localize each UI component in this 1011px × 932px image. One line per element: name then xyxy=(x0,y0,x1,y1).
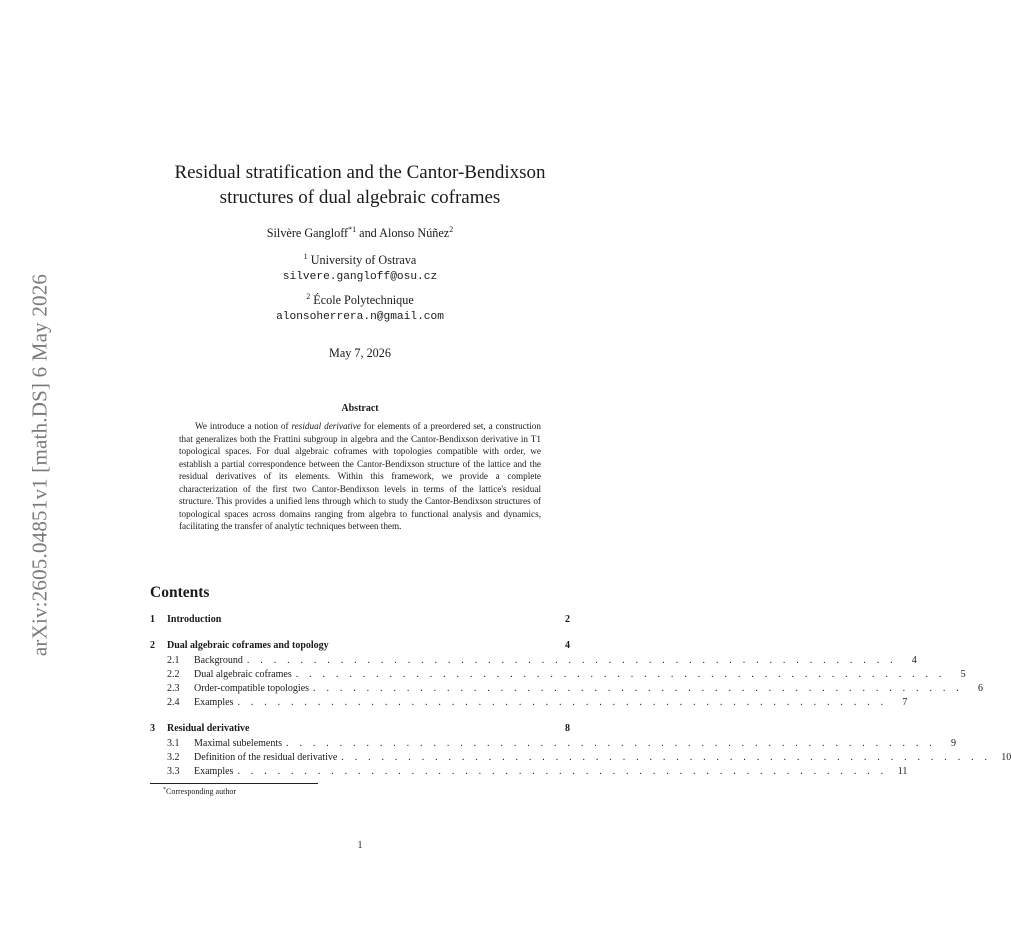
toc-section[interactable] xyxy=(150,723,570,737)
toc-subsection[interactable] xyxy=(167,669,966,683)
author-separator: and xyxy=(356,226,380,240)
author-email: silvere.gangloff@osu.cz xyxy=(282,271,438,283)
affiliation-name: École Polytechnique xyxy=(313,293,414,307)
abstract-text: We introduce a notion of xyxy=(195,421,292,431)
affiliation-name: University of Ostrava xyxy=(310,253,417,267)
toc-section-number: 1 xyxy=(150,614,155,625)
toc-subsection[interactable] xyxy=(167,752,1011,766)
toc-page-number: 8 xyxy=(565,723,570,734)
toc-leader-dots: . . . . . . . . . . . . . . . . . . . . . . . . . . . . . . . . . . . . . . . . . . . . . . . . . xyxy=(341,752,992,763)
paper-date: May 7, 2026 xyxy=(329,346,391,360)
author-name: Silvère Gangloff xyxy=(266,226,349,240)
paper-title xyxy=(150,160,570,210)
page-number: 1 xyxy=(357,840,363,851)
toc-subsection[interactable] xyxy=(167,697,908,711)
toc-leader-dots: . . . . . . . . . . . . . . . . . . . . . . . . . . . . . . . . . . . . . . . . . . . . . . . . . xyxy=(295,669,946,680)
toc-subsection-title: Definition of the residual derivative xyxy=(194,752,338,763)
abstract-emphasis: residual derivative xyxy=(291,421,361,431)
affiliation-1 xyxy=(150,253,570,268)
toc-page-number: 11 xyxy=(897,766,908,777)
toc-section[interactable] xyxy=(150,614,570,628)
contents-heading: Contents xyxy=(150,584,210,601)
toc-page-number: 10 xyxy=(1001,752,1011,763)
toc-subsection-number: 3.2 xyxy=(167,752,180,763)
toc-page-number: 4 xyxy=(911,655,917,666)
toc-page-number: 5 xyxy=(960,669,966,680)
toc-page-number: 4 xyxy=(565,640,570,651)
toc-subsection-title: Examples xyxy=(194,697,234,708)
author-list xyxy=(150,226,570,241)
abstract-body xyxy=(179,420,541,533)
abstract-heading: Abstract xyxy=(341,403,379,414)
toc-subsection-title: Examples xyxy=(194,766,234,777)
toc-subsection-number: 2.4 xyxy=(167,697,180,708)
toc-leader-dots: . . . . . . . . . . . . . . . . . . . . . . . . . . . . . . . . . . . . . . . . . . . . . . . . . xyxy=(286,738,936,749)
toc-subsection-number: 2.3 xyxy=(167,683,180,694)
toc-section-title: Residual derivative xyxy=(167,723,250,734)
affiliation-mark: 2 xyxy=(306,292,311,301)
toc-subsection-number: 3.1 xyxy=(167,738,180,749)
toc-leader-dots: . . . . . . . . . . . . . . . . . . . . . . . . . . . . . . . . . . . . . . . . . . . . . . . . . xyxy=(237,766,888,777)
toc-subsection[interactable] xyxy=(167,766,908,780)
toc-subsection[interactable] xyxy=(167,738,956,752)
toc-section-title: Introduction xyxy=(167,614,222,625)
toc-section[interactable] xyxy=(150,640,570,654)
footnote-mark: * xyxy=(163,787,166,793)
author-mark: *1 xyxy=(348,225,357,234)
toc-subsection-title: Dual algebraic coframes xyxy=(194,669,292,680)
toc-page-number: 7 xyxy=(902,697,908,708)
toc-subsection-title: Order-compatible topologies xyxy=(194,683,310,694)
toc-section-number: 2 xyxy=(150,640,155,651)
toc-subsection-number: 3.3 xyxy=(167,766,180,777)
title-line-1: Residual stratification and the Cantor-Bendixson xyxy=(174,162,546,183)
toc-subsection-number: 2.1 xyxy=(167,655,180,666)
affiliation-2 xyxy=(150,293,570,308)
affiliation-mark: 1 xyxy=(303,252,308,261)
author-mark: 2 xyxy=(449,225,454,234)
arxiv-identifier: arXiv:2605.04851v1 [math.DS] 6 May 2026 xyxy=(27,273,52,657)
toc-section-title: Dual algebraic coframes and topology xyxy=(167,640,329,651)
toc-subsection-title: Background xyxy=(194,655,243,666)
footnote-rule xyxy=(150,783,318,784)
toc-subsection[interactable] xyxy=(167,683,983,697)
toc-leader-dots: . . . . . . . . . . . . . . . . . . . . . . . . . . . . . . . . . . . . . . . . . . . . . . . . . xyxy=(246,655,897,666)
toc-leader-dots: . . . . . . . . . . . . . . . . . . . . . . . . . . . . . . . . . . . . . . . . . . . . . . . . . xyxy=(237,697,888,708)
toc-section-number: 3 xyxy=(150,723,155,734)
toc-page-number: 6 xyxy=(977,683,983,694)
footnote xyxy=(163,787,236,796)
toc-page-number: 2 xyxy=(565,614,570,625)
toc-subsection-title: Maximal subelements xyxy=(194,738,283,749)
toc-subsection[interactable] xyxy=(167,655,917,669)
title-line-2: structures of dual algebraic coframes xyxy=(219,187,501,208)
toc-subsection-number: 2.2 xyxy=(167,669,180,680)
author-name: Alonso Núñez xyxy=(379,226,450,240)
abstract-text: for elements of a preordered set, a construction that generalizes both the Frattini subgroup in algebra and the Cantor-Bendixson derivative in T1 topological spaces. For dual algebraic coframes with topologies compatible with order, we establish a partial correspondence between the Cantor-Bendixson structure of the lattice and the residual derivatives of its elements. Within this framework, we provide a complete characterization of the first two Cantor-Bendixson levels in terms of the lattice's residual structure. This provides a unified lens through which to study the Cantor-Bendixson structures of topological spaces across domains ranging from algebra to functional analysis and dynamics, facilitating the transfer of analytic techniques between them. xyxy=(179,421,541,531)
toc-leader-dots: . . . . . . . . . . . . . . . . . . . . . . . . . . . . . . . . . . . . . . . . . . . . . . . . . xyxy=(313,683,963,694)
toc-page-number: 9 xyxy=(950,738,956,749)
author-email: alonsoherrera.n@gmail.com xyxy=(276,311,444,323)
footnote-text: Corresponding author xyxy=(166,787,236,796)
